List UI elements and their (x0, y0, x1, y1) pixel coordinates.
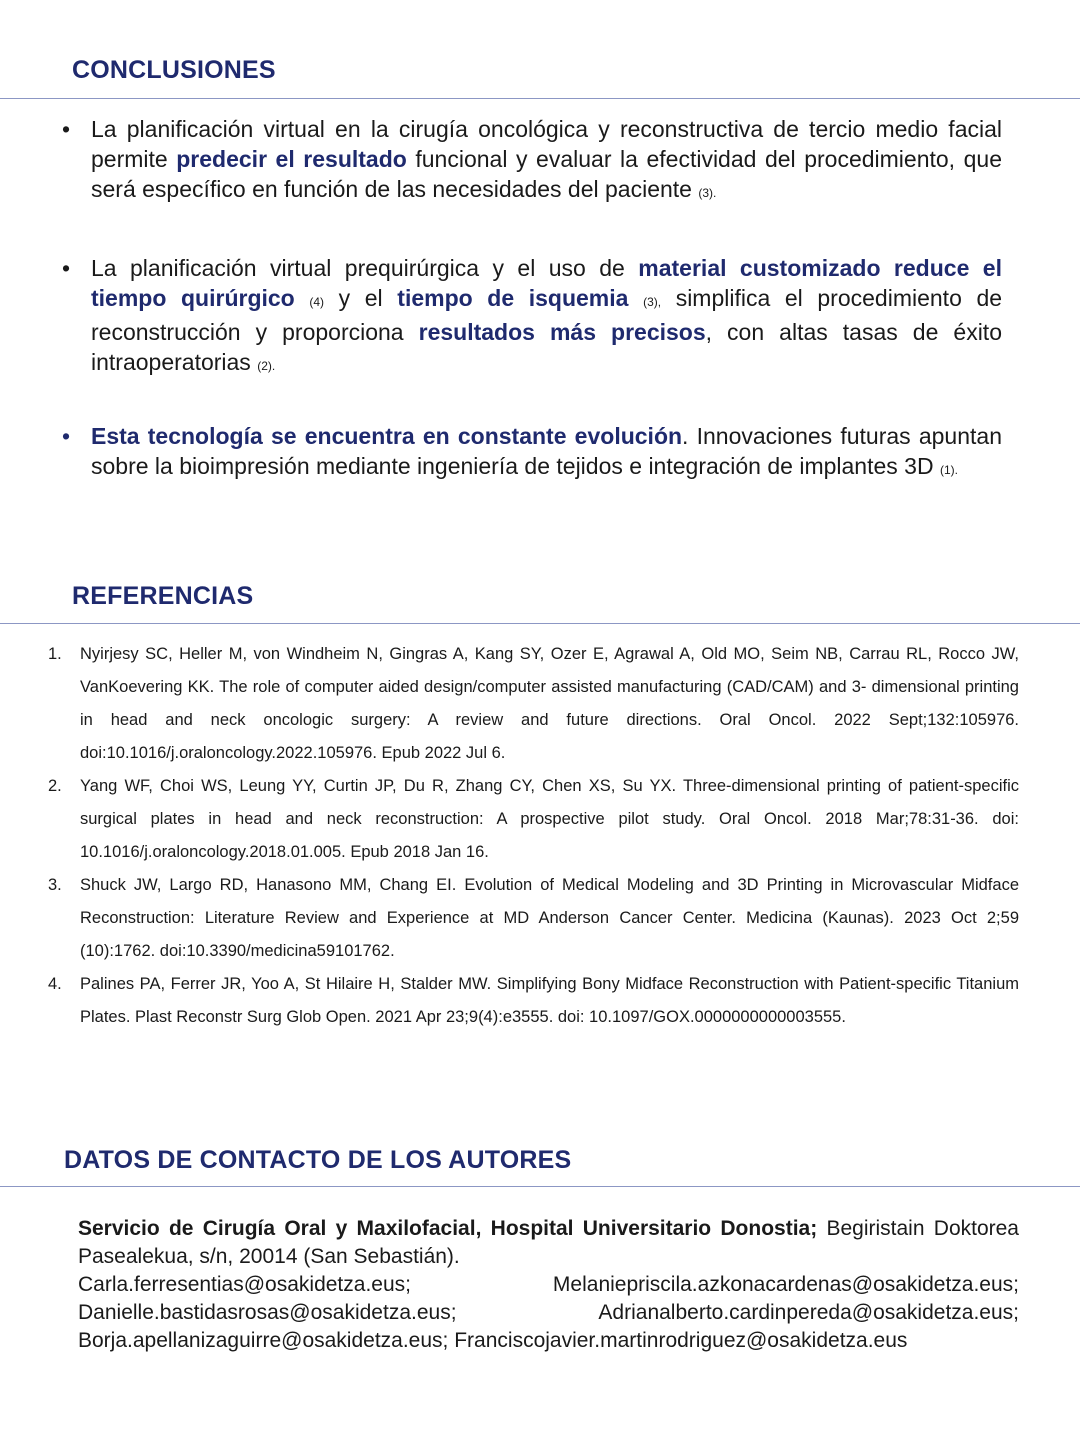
citation: (3). (698, 186, 717, 200)
conclusion-text-3 (91, 421, 1002, 485)
conclusion-text-1 (91, 114, 1002, 208)
bullet-icon: • (62, 255, 71, 281)
highlight-text: resultados más precisos (418, 319, 706, 345)
email-row (78, 1271, 1019, 1299)
highlight-text: Esta tecnología se encuentra en constante evolución (91, 423, 683, 449)
text-run: La planificación virtual prequirúrgica y el uso de (91, 255, 639, 281)
text-run: y el (324, 285, 398, 311)
conclusions-title: CONCLUSIONES (72, 56, 276, 84)
email-row (78, 1327, 1019, 1355)
reference-number: 3. (48, 876, 62, 894)
references-divider (0, 623, 1080, 624)
bullet-icon: • (62, 116, 71, 142)
conclusion-item-1 (62, 114, 1002, 208)
conclusions-divider (0, 98, 1080, 99)
email-link[interactable]: Danielle.bastidasrosas@osakidetza.eus; (78, 1301, 457, 1324)
citation: (4) (309, 295, 325, 309)
conclusion-item-2 (62, 253, 1002, 381)
references-list (48, 638, 1019, 1034)
text-run: . Innovaciones futuras apuntan sobre la bioimpresión mediante ingeniería de tejidos e integración de implantes 3D (91, 423, 1002, 479)
email-link[interactable]: Melaniepriscila.azkonacardenas@osakidetza.eus; (552, 1273, 1019, 1296)
reference-number: 4. (48, 975, 62, 993)
bullet-icon: • (62, 423, 71, 449)
citation: (3), (643, 295, 662, 309)
institution-address: Begiristain Doktorea Pasealekua, s/n, 20014 (San Sebastián). (78, 1217, 1019, 1268)
text-run: funcional y evaluar la efectividad del procedimiento, que será específico en función de las necesidades del paciente (91, 146, 1002, 202)
highlight-text: tiempo de isquemia (397, 285, 629, 311)
email-link[interactable]: Franciscojavier.martinrodriguez@osakidetza.eus (454, 1329, 908, 1352)
conclusion-item-3 (62, 421, 1002, 485)
references-title: REFERENCIAS (72, 582, 254, 610)
reference-item (48, 638, 1019, 770)
reference-text: Nyirjesy SC, Heller M, von Windheim N, Gingras A, Kang SY, Ozer E, Agrawal A, Old MO, Seim NB, Carrau RL, Rocco JW, VanKoevering KK. The role of computer aided design/computer assisted manufacturing (CAD/CAM) and 3- dimensional printing in head and neck oncologic surgery: A review and future directions. Oral Oncol. 2022 Sept;132:105976. doi:10.1016/j.oraloncology.2022.105976. Epub 2022 Jul 6. (80, 645, 1019, 762)
reference-text: Yang WF, Choi WS, Leung YY, Curtin JP, Du R, Zhang CY, Chen XS, Su YX. Three-dimensional printing of patient-specific surgical plates in head and neck reconstruction: A prospective pilot study. Oral Oncol. 2018 Mar;78:31-36. doi: 10.1016/j.oraloncology.2018.01.005. Epub 2018 Jan 16. (80, 777, 1019, 861)
highlight-text: material customizado reduce el tiempo quirúrgico (91, 255, 1002, 311)
highlight-text: predecir el resultado (176, 146, 407, 172)
text-run (295, 285, 310, 311)
text-run: , con altas tasas de éxito intraoperatorias (91, 319, 1002, 375)
reference-text: Palines PA, Ferrer JR, Yoo A, St Hilaire H, Stalder MW. Simplifying Bony Midface Reconstruction with Patient-specific Titanium Plates. Plast Reconstr Surg Glob Open. 2021 Apr 23;9(4):e3555. doi: 10.1097/GOX.0000000000003555. (80, 975, 1019, 1026)
citation: (2). (257, 359, 276, 373)
text-run: simplifica el procedimiento de reconstrucción y proporciona (91, 285, 1003, 345)
citation: (1). (939, 463, 958, 477)
contact-block (78, 1215, 1019, 1355)
conclusion-text-2 (91, 253, 1002, 381)
institution-line (78, 1215, 1019, 1271)
email-link[interactable]: Carla.ferresentias@osakidetza.eus; (78, 1273, 411, 1296)
contact-divider (0, 1186, 1080, 1187)
reference-item (48, 869, 1019, 968)
contact-title: DATOS DE CONTACTO DE LOS AUTORES (64, 1146, 572, 1174)
institution-name: Servicio de Cirugía Oral y Maxilofacial, Hospital Universitario Donostia; (78, 1217, 818, 1240)
email-link[interactable]: Adrianalberto.cardinpereda@osakidetza.eus; (598, 1301, 1019, 1324)
reference-text: Shuck JW, Largo RD, Hanasono MM, Chang EI. Evolution of Medical Modeling and 3D Printing in Microvascular Midface Reconstruction: Literature Review and Experience at MD Anderson Cancer Center. Medicina (Kaunas). 2023 Oct 2;59 (10):1762. doi:10.3390/medicina59101762. (80, 876, 1019, 960)
text-run: La planificación virtual en la cirugía oncológica y reconstructiva de tercio medio facial permite (91, 116, 1002, 172)
reference-number: 2. (48, 777, 62, 795)
email-link[interactable]: Borja.apellanizaguirre@osakidetza.eus; (78, 1329, 449, 1352)
email-row (78, 1299, 1019, 1327)
reference-item (48, 968, 1019, 1034)
reference-item (48, 770, 1019, 869)
text-run (628, 285, 643, 311)
reference-number: 1. (48, 645, 62, 663)
